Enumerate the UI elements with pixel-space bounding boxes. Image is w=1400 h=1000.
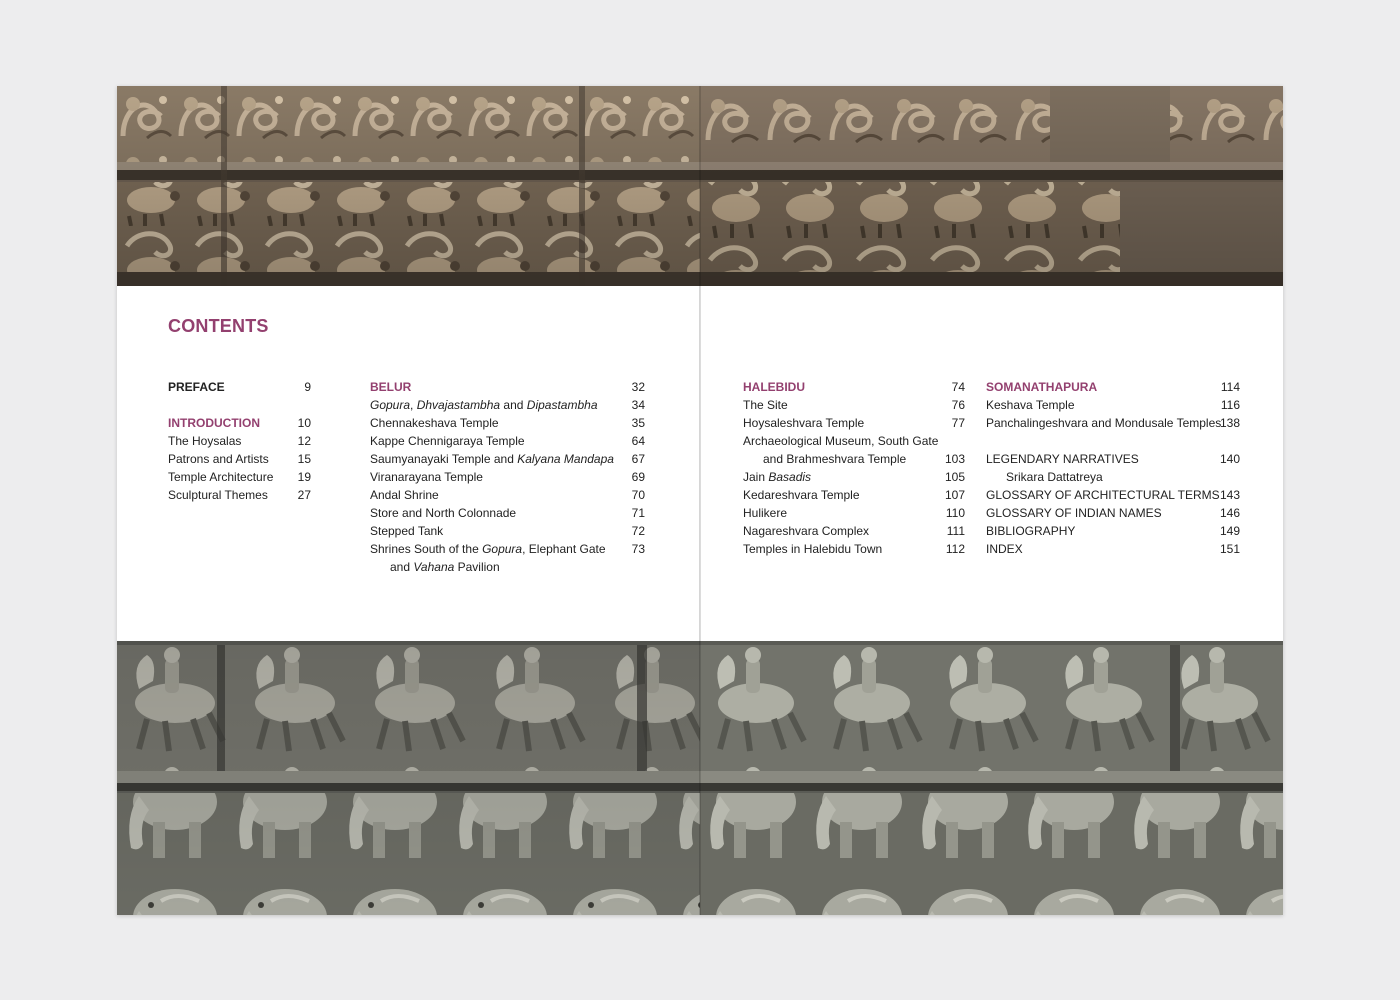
carved-frieze-photo-top-left [117, 86, 700, 286]
toc-entry [986, 450, 1240, 468]
toc-entry-page-number: 19 [297, 470, 311, 484]
toc-entry-label: Chennakeshava Temple [370, 416, 499, 430]
toc-entry [986, 414, 1240, 432]
toc-entry-page-number: 107 [944, 488, 965, 502]
toc-entry-label: Archaeological Museum, South Gate [743, 434, 939, 448]
toc-entry-label: BIBLIOGRAPHY [986, 524, 1076, 538]
toc-entry-label-italic-part: Dipastambha [526, 398, 598, 412]
toc-column-somanathapura-backmatter [986, 378, 1240, 558]
toc-entry-label: HALEBIDU [743, 380, 805, 394]
toc-entry-label: Hulikere [743, 506, 788, 520]
toc-entry-label: Hoysaleshvara Temple [743, 416, 865, 430]
toc-entry-label: The Hoysalas [168, 434, 242, 448]
toc-entry [168, 432, 311, 450]
toc-entry-label: Panchalingeshvara and Mondusale Temples [986, 416, 1222, 430]
toc-entry-page-number: 151 [1219, 542, 1240, 556]
toc-entry-page-number: 116 [1220, 398, 1240, 412]
toc-entry-label: PREFACE [168, 380, 225, 394]
toc-entry-page-number: 10 [297, 416, 311, 430]
toc-entry-label-part: Shrines South of the [370, 542, 483, 556]
toc-entry [370, 558, 645, 576]
toc-entry-label: Nagareshvara Complex [743, 524, 870, 538]
toc-entry-label: and Brahmeshvara Temple [763, 452, 907, 466]
toc-entry [743, 414, 965, 432]
toc-entry [986, 396, 1240, 414]
toc-section-heading [743, 378, 965, 396]
toc-column-halebidu [743, 378, 965, 558]
toc-entry-page-number: 103 [944, 452, 965, 466]
toc-entry [743, 396, 965, 414]
toc-entry [986, 504, 1240, 522]
toc-spacer [168, 396, 311, 414]
toc-entry-label-italic-part: Gopura [482, 542, 523, 556]
toc-entry-page-number: 112 [945, 542, 965, 556]
toc-entry-label: INTRODUCTION [168, 416, 260, 430]
toc-entry-page-number: 70 [631, 488, 645, 502]
carved-frieze-photo-bottom-left [117, 641, 700, 915]
toc-entry [370, 396, 645, 414]
toc-entry-page-number: 149 [1219, 524, 1240, 538]
toc-entry [370, 432, 645, 450]
toc-entry-page-number: 105 [944, 470, 965, 484]
toc-entry-label: The Site [743, 398, 788, 412]
toc-entry [743, 468, 965, 486]
toc-entry [743, 504, 965, 522]
carved-frieze-photo-bottom-right [700, 641, 1283, 915]
toc-entry-label-italic-part: Gopura [370, 398, 411, 412]
toc-entry-page-number: 9 [304, 380, 311, 394]
toc-entry-label: SOMANATHAPURA [986, 380, 1098, 394]
toc-entry-label [370, 450, 614, 468]
toc-spacer [986, 432, 1240, 450]
toc-entry [986, 486, 1240, 504]
toc-section-heading [370, 378, 645, 396]
toc-entry-label: Andal Shrine [370, 488, 439, 502]
left-page [117, 86, 700, 915]
book-gutter [699, 86, 701, 915]
carved-frieze-photo-top-right [700, 86, 1283, 286]
toc-entry [168, 468, 311, 486]
book-spread [117, 86, 1283, 915]
toc-entry [168, 486, 311, 504]
toc-entry-page-number: 32 [631, 380, 645, 394]
toc-entry-page-number: 110 [945, 506, 965, 520]
toc-entry-label: LEGENDARY NARRATIVES [986, 452, 1139, 466]
toc-entry-label: Temple Architecture [168, 470, 274, 484]
toc-entry-label: GLOSSARY OF INDIAN NAMES [986, 506, 1162, 520]
toc-section-heading [986, 378, 1240, 396]
toc-entry-page-number: 12 [297, 434, 311, 448]
toc-entry-label [370, 396, 598, 414]
toc-entry-page-number: 71 [631, 506, 645, 520]
toc-entry-label: Stepped Tank [370, 524, 444, 538]
toc-entry-page-number: 146 [1219, 506, 1240, 520]
toc-entry-label: Keshava Temple [986, 398, 1075, 412]
toc-entry [986, 468, 1240, 486]
toc-entry [370, 522, 645, 540]
right-page [700, 86, 1283, 915]
toc-entry-page-number: 35 [631, 416, 645, 430]
toc-entry-page-number: 138 [1219, 416, 1240, 430]
toc-entry-label [743, 468, 811, 486]
toc-entry-page-number: 34 [631, 398, 645, 412]
toc-entry [370, 504, 645, 522]
toc-entry-label: Sculptural Themes [168, 488, 268, 502]
toc-entry-page-number: 76 [951, 398, 965, 412]
toc-entry-label: BELUR [370, 380, 412, 394]
toc-entry-page-number: 64 [631, 434, 645, 448]
toc-column-preface-introduction [168, 378, 311, 504]
toc-entry-page-number: 74 [951, 380, 965, 394]
toc-entry [370, 486, 645, 504]
toc-entry [743, 432, 965, 450]
toc-entry [743, 522, 965, 540]
toc-entry-label: Kedareshvara Temple [743, 488, 860, 502]
toc-entry-label: Store and North Colonnade [370, 506, 517, 520]
toc-entry [986, 540, 1240, 558]
toc-entry-label-italic-part: Basadis [768, 470, 812, 484]
toc-entry-page-number: 111 [946, 524, 965, 538]
toc-entry [370, 414, 645, 432]
toc-entry-label-part: and [390, 560, 414, 574]
toc-entry-label: Temples in Halebidu Town [743, 542, 883, 556]
toc-entry-label-part: , [410, 398, 417, 412]
toc-entry-page-number: 67 [631, 452, 645, 466]
toc-entry [743, 540, 965, 558]
toc-entry-label: GLOSSARY OF ARCHITECTURAL TERMS [986, 488, 1220, 502]
toc-entry-page-number: 15 [297, 452, 311, 466]
toc-entry [370, 450, 645, 468]
toc-entry-label [370, 540, 606, 558]
toc-entry-page-number: 72 [631, 524, 645, 538]
toc-entry-label-part: , Elephant Gate [522, 542, 606, 556]
toc-entry [370, 540, 645, 558]
toc-entry-label-italic-part: Dhvajastambha [416, 398, 501, 412]
toc-entry-label: Patrons and Artists [168, 452, 269, 466]
toc-entry [743, 486, 965, 504]
toc-entry-label-italic-part: Vahana [413, 560, 455, 574]
toc-entry [743, 450, 965, 468]
toc-entry-page-number: 140 [1219, 452, 1240, 466]
toc-entry-page-number: 73 [631, 542, 645, 556]
contents-heading: CONTENTS [168, 316, 269, 336]
toc-entry-label-part: Pavilion [454, 560, 500, 574]
toc-entry-page-number: 114 [1220, 380, 1240, 394]
toc-entry-page-number: 27 [297, 488, 311, 502]
toc-entry-page-number: 69 [631, 470, 645, 484]
toc-entry [370, 468, 645, 486]
toc-entry-page-number: 77 [951, 416, 965, 430]
toc-entry-label: Kappe Chennigaraya Temple [370, 434, 525, 448]
toc-entry-label: Srikara Dattatreya [1006, 470, 1103, 484]
toc-entry-label [390, 558, 500, 576]
toc-entry-label-part: and [500, 398, 527, 412]
toc-entry-page-number: 143 [1219, 488, 1240, 502]
toc-section-heading [168, 378, 311, 396]
toc-entry [986, 522, 1240, 540]
toc-section-heading [168, 414, 311, 432]
toc-entry-label: Viranarayana Temple [370, 470, 483, 484]
toc-entry-label-part: Saumyanayaki Temple and [370, 452, 518, 466]
toc-entry-label: INDEX [986, 542, 1023, 556]
toc-column-belur [370, 378, 645, 576]
toc-entry-label-part: Jain [743, 470, 769, 484]
toc-entry-label-italic-part: Kalyana Mandapa [517, 452, 614, 466]
toc-entry [168, 450, 311, 468]
